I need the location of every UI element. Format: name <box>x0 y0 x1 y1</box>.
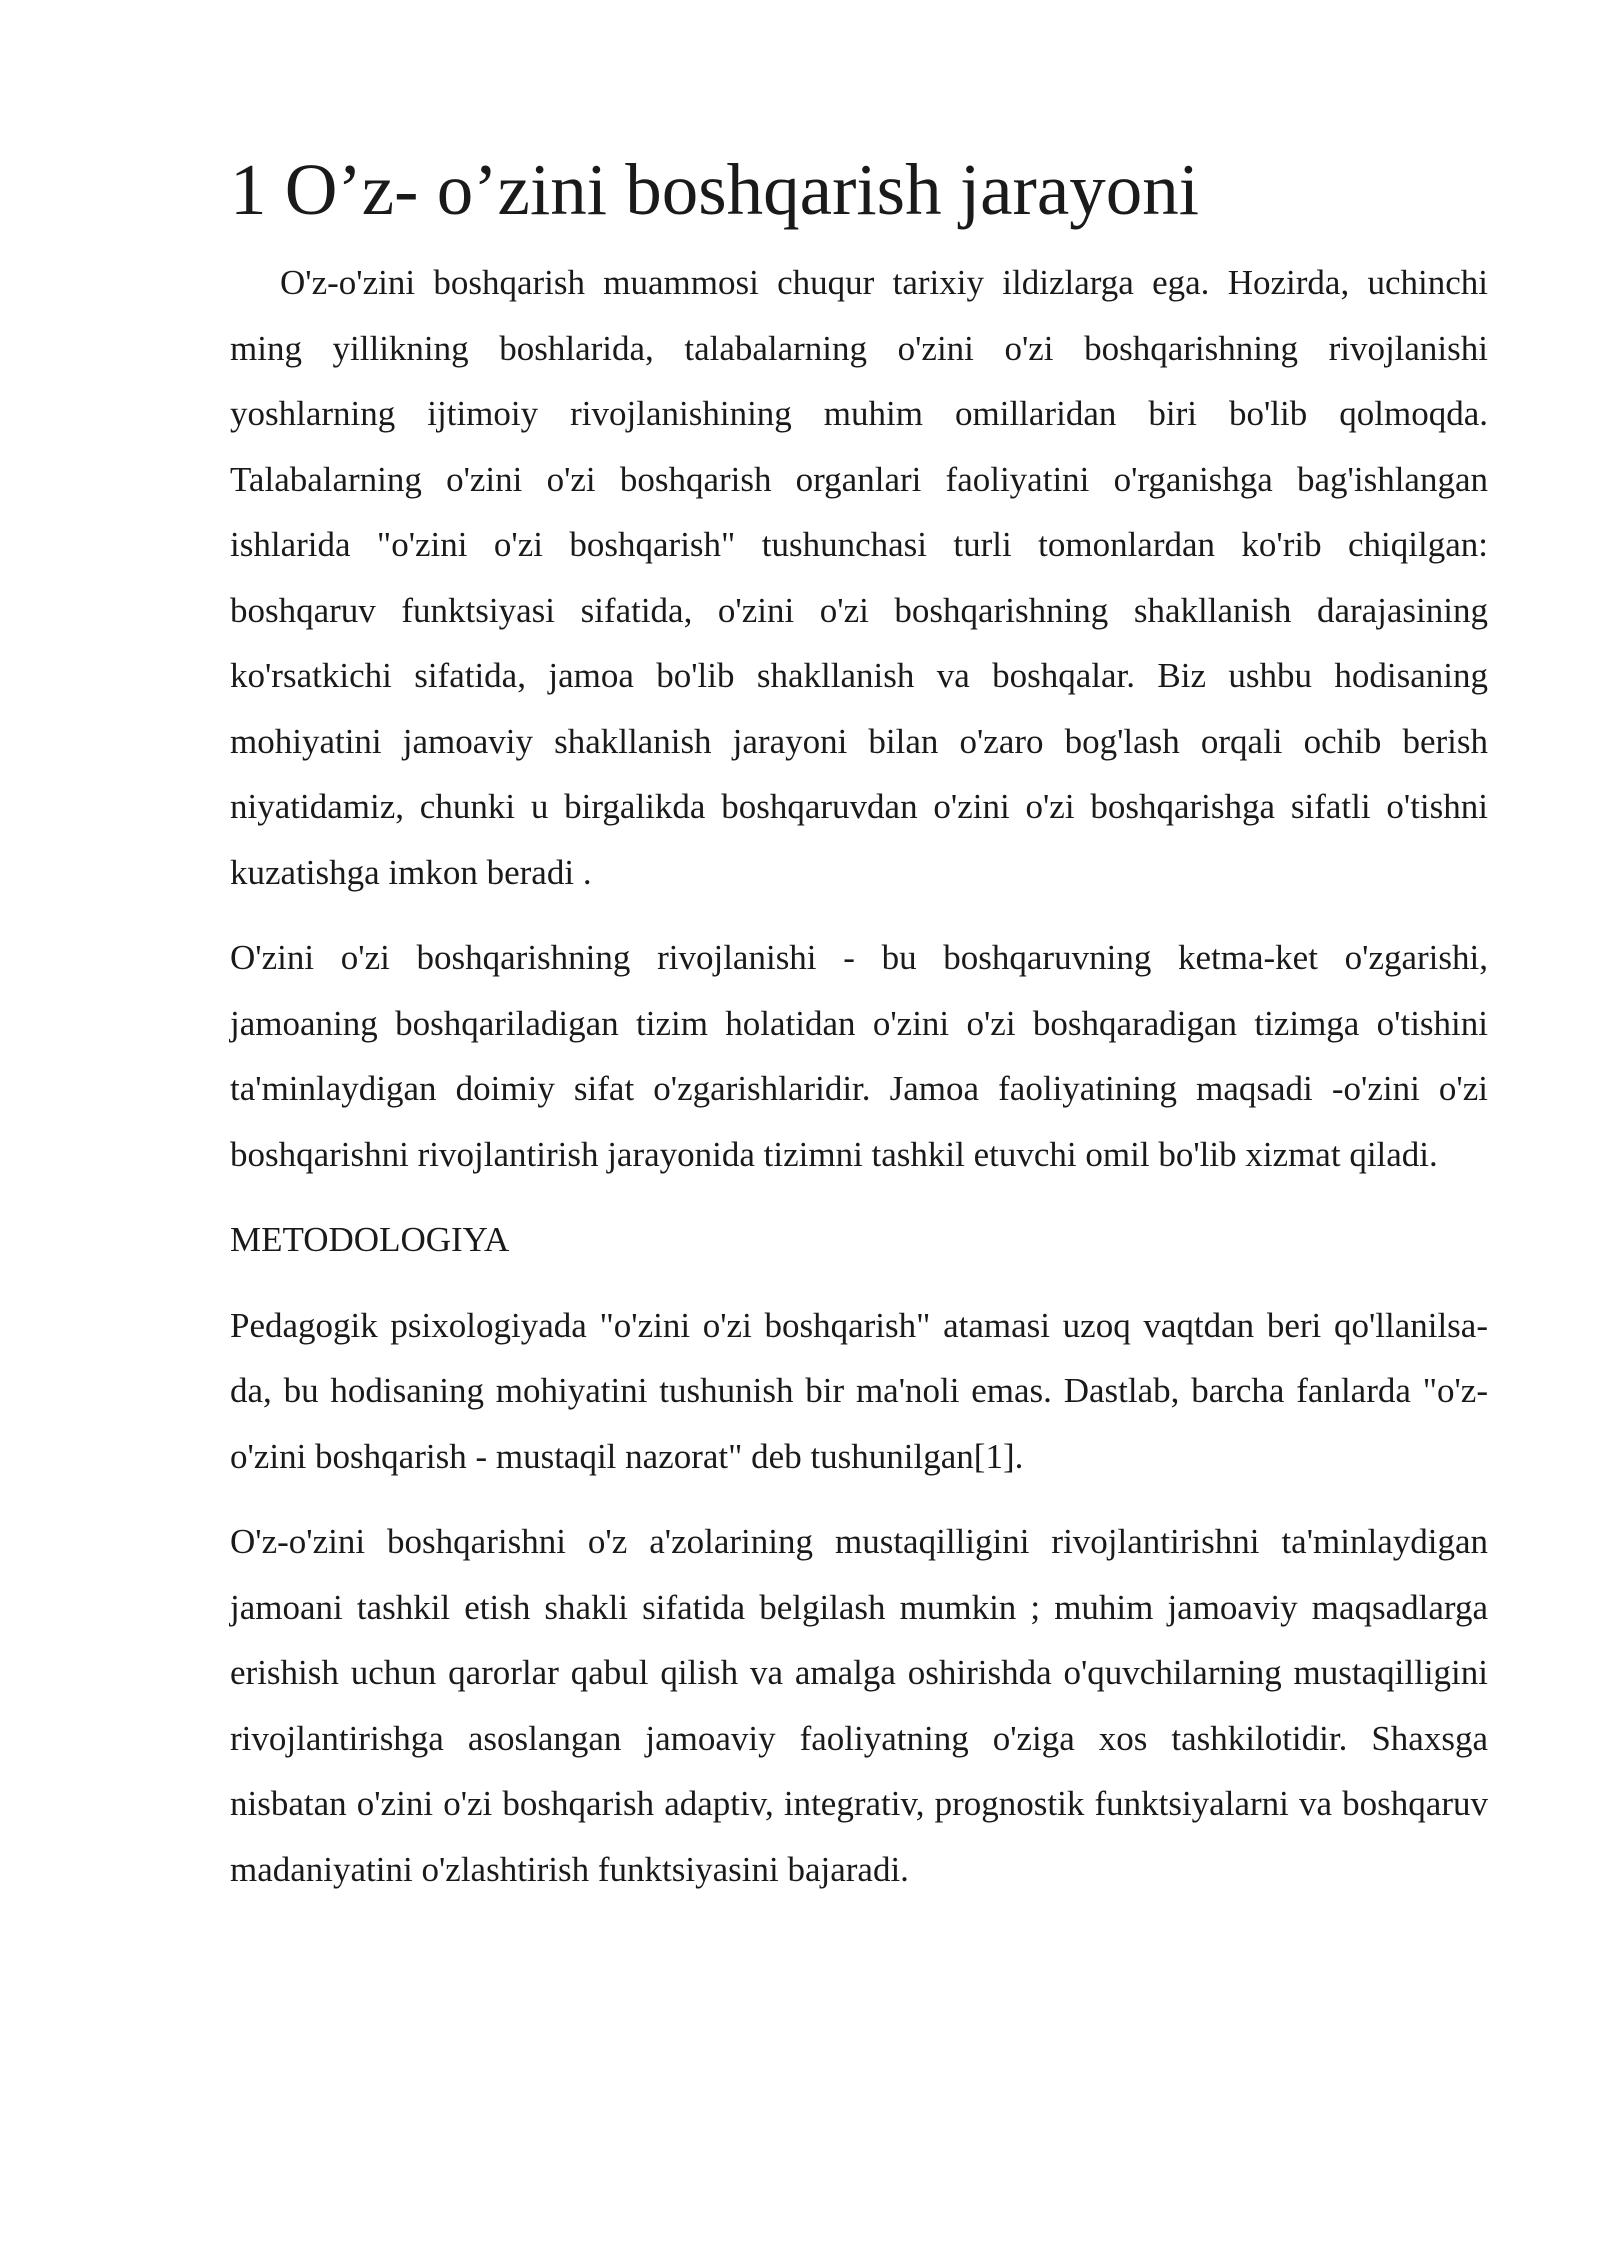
paragraph-1: O'z-o'zini boshqarish muammosi chuqur tarixiy ildizlarga ega. Hozirda, uchinchi ming yillikning boshlarida, talabalarning o'zini o'zi boshqarishning rivojlanishi yoshlarning ijtimoiy rivojlanishining muhim omillaridan biri bo'lib qolmoqda. Talabalarning o'zini o'zi boshqarish organlari faoliyatini o'rganishga bag'ishlangan ishlarida "o'zini o'zi boshqarish" tushunchasi turli tomonlardan ko'rib chiqilgan: boshqaruv funktsiyasi sifatida, o'zini o'zi boshqarishning shakllanish darajasining ko'rsatkichi sifatida, jamoa bo'lib shakllanish va boshqalar. Biz ushbu hodisaning mohiyatini jamoaviy shakllanish jarayoni bilan o'zaro bog'lash orqali ochib berish niyatidamiz, chunki u birgalikda boshqaruvdan o'zini o'zi boshqarishga sifatli o'tishni kuzatishga imkon beradi . <box>230 263 1488 892</box>
document-title: 1 O’z- o’zini boshqarish jarayoni <box>230 149 1199 230</box>
paragraph-3: Pedagogik psixologiyada "o'zini o'zi boshqarish" atamasi uzoq vaqtdan beri qo'llanilsa-da, bu hodisaning mohiyatini tushunish bir ma'noli emas. Dastlab, barcha fanlarda "o'z-o'zini boshqarish - mustaqil nazorat" deb tushunilgan[1]. <box>230 1305 1488 1476</box>
section-heading-methodology: METODOLOGIYA <box>230 1220 510 1260</box>
paragraph-4: O'z-o'zini boshqarishni o'z a'zolarining mustaqilligini rivojlantirishni ta'minlaydigan jamoani tashkil etish shakli sifatida belgilash mumkin ; muhim jamoaviy maqsadlarga erishish uchun qarorlar qabul qilish va amalga oshirishda o'quvchilarning mustaqilligini rivojlantirishga asoslangan jamoaviy faoliyatning o'ziga xos tashkilotidir. Shaxsga nisbatan o'zini o'zi boshqarish adaptiv, integrativ, prognostik funktsiyalarni va boshqaruv madaniyatini o'zlashtirish funktsiyasini bajaradi. <box>230 1522 1488 1889</box>
paragraph-2: O'zini o'zi boshqarishning rivojlanishi - bu boshqaruvning ketma-ket o'zgarishi, jamoaning boshqariladigan tizim holatidan o'zini o'zi boshqaradigan tizimga o'tishini ta'minlaydigan doimiy sifat o'zgarishlaridir. Jamoa faoliyatining maqsadi -o'zini o'zi boshqarishni rivojlantirish jarayonida tizimni tashkil etuvchi omil bo'lib xizmat qiladi. <box>230 938 1488 1174</box>
document-page <box>230 150 1488 1922</box>
